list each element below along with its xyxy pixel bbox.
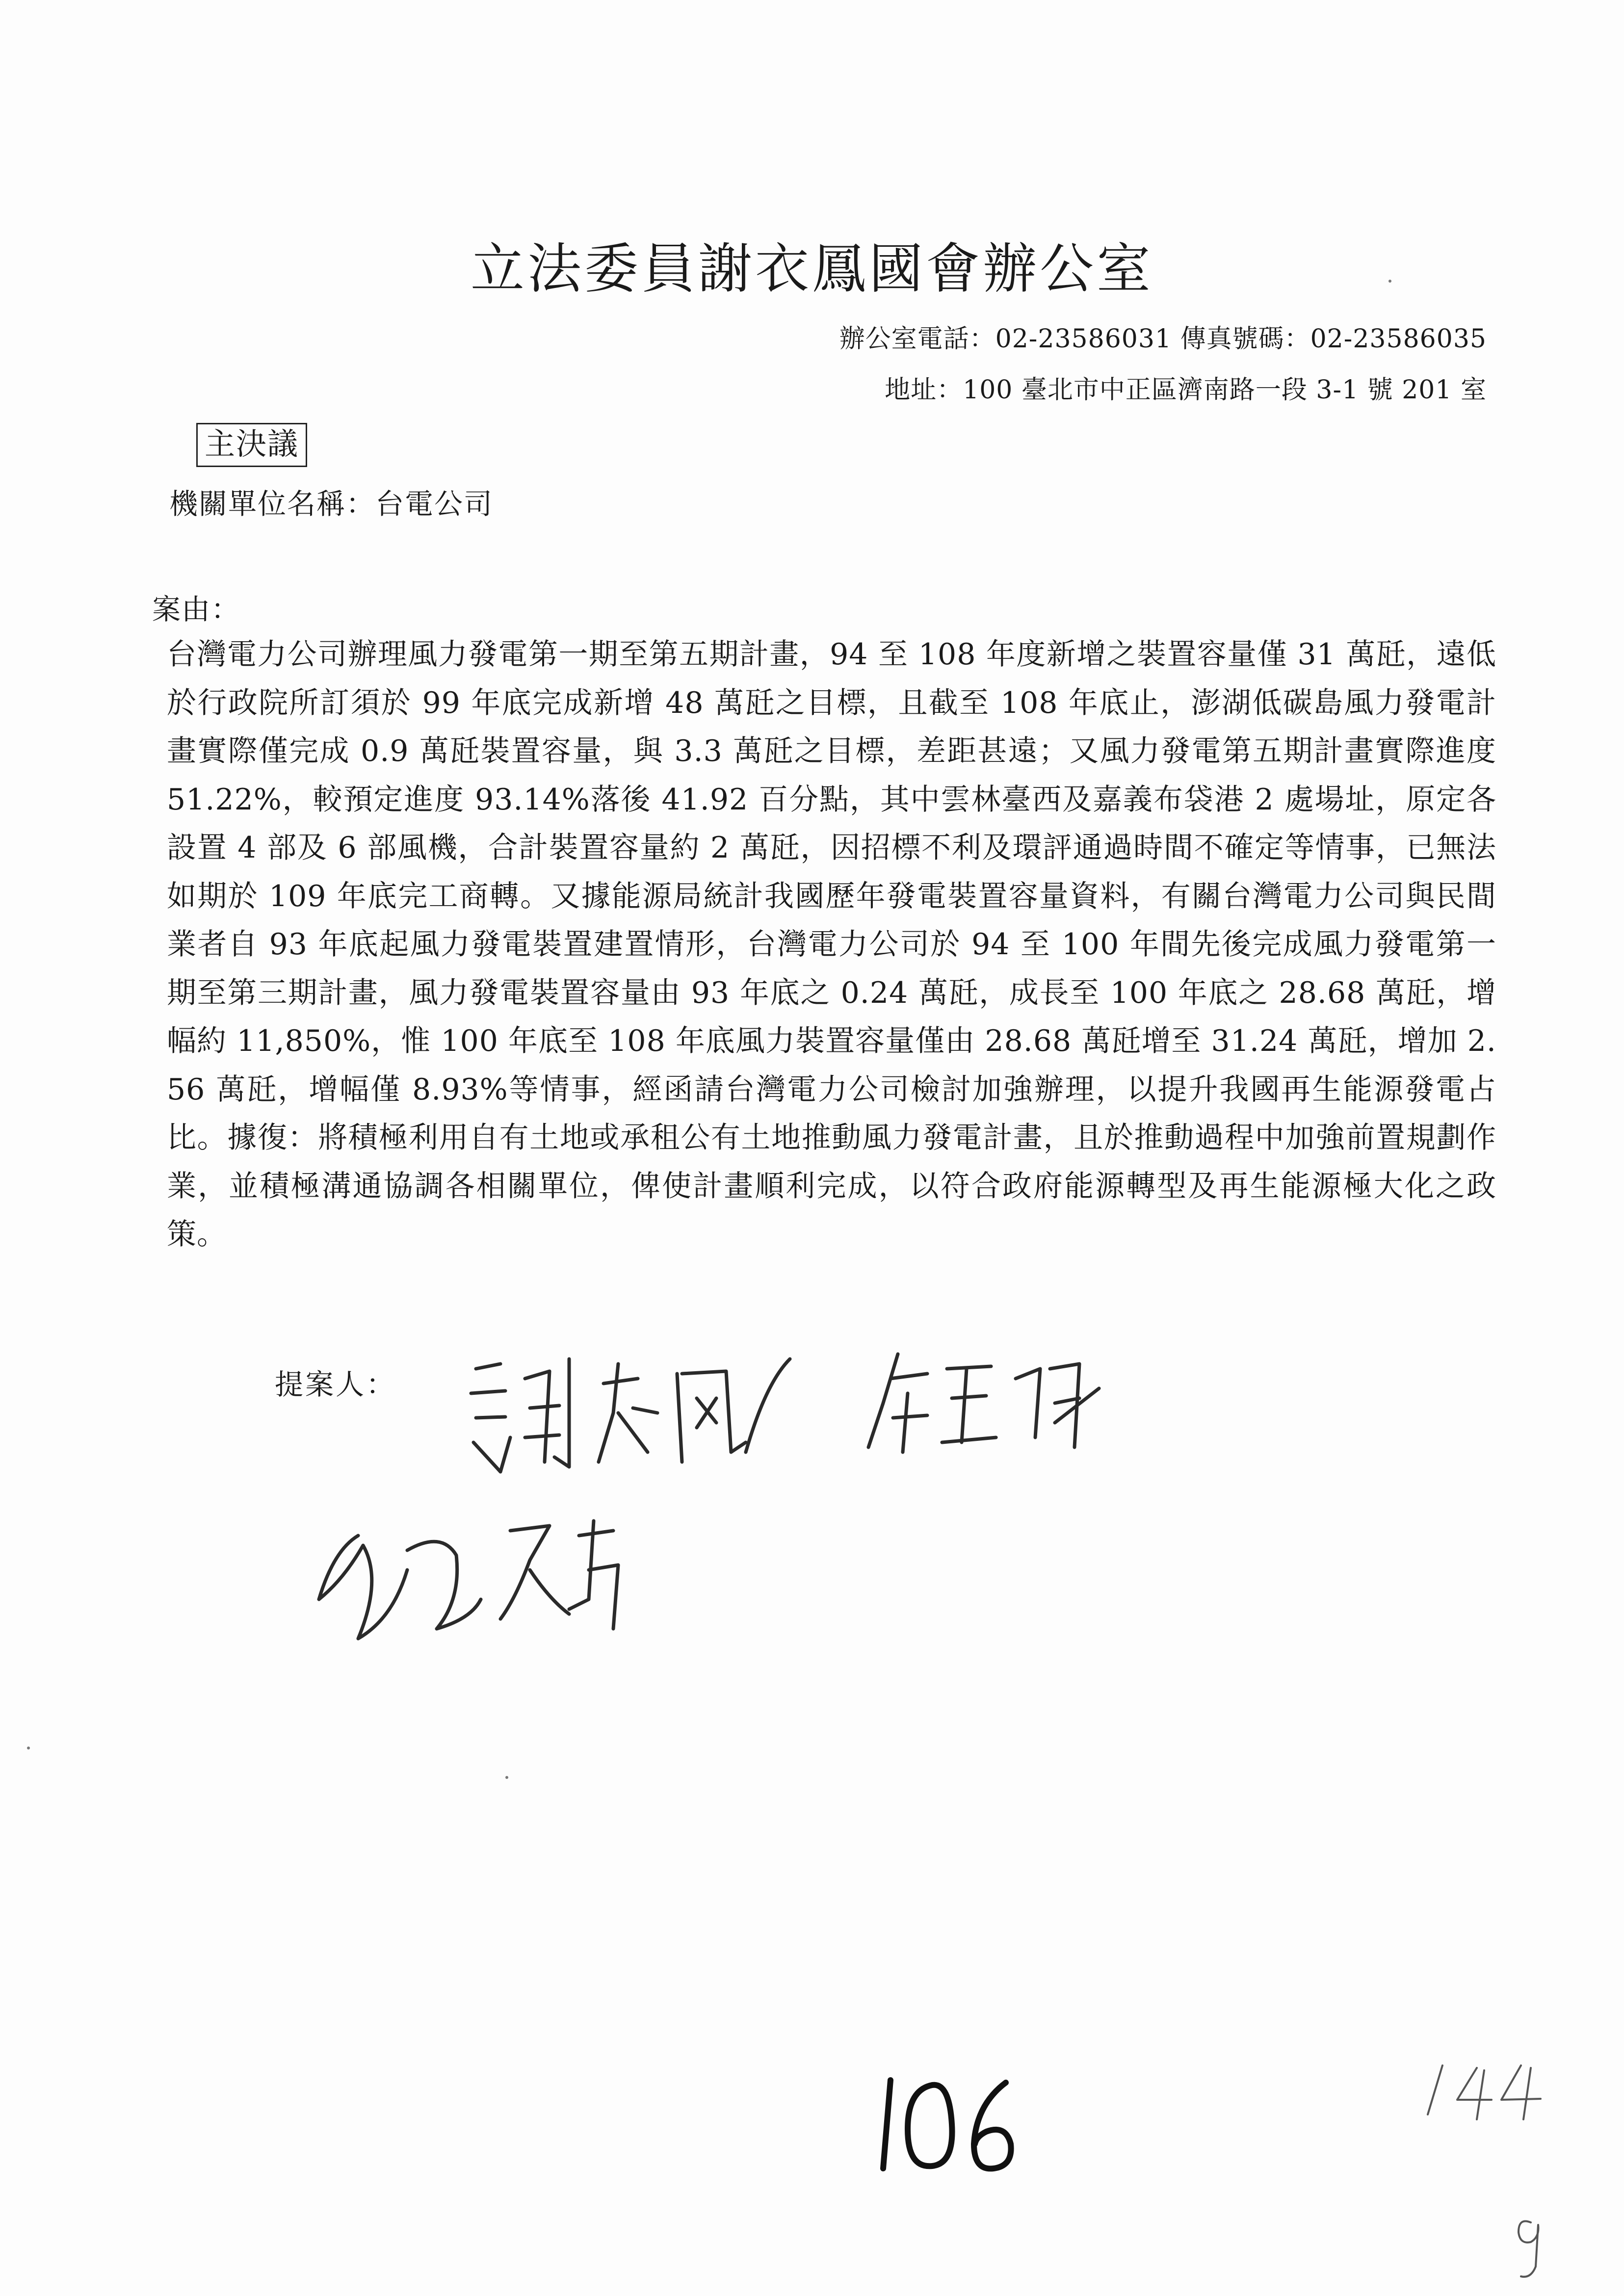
office-address: 地址：100 臺北市中正區濟南路一段 3-1 號 201 室 [885,375,1487,405]
scan-speck [27,1747,30,1749]
office-phone-fax: 辦公室電話：02-23586031 傳真號碼：02-23586035 [839,324,1487,354]
scan-speck [505,1776,508,1779]
handwritten-signatures [294,1325,1178,1668]
scan-speck [1388,280,1391,283]
reason-body: 台灣電力公司辦理風力發電第一期至第五期計畫，94 至 108 年度新增之裝置容量僅 31 萬瓩，遠低於行政院所訂須於 99 年底完成新增 48 萬瓩之目標，且截至 108 年底止，澎湖低碳島風力發電計畫實際僅完成 0.9 萬瓩裝置容量，與 3.3 萬瓩之目標，差距甚遠；又風力發電第五期計畫實際進度 51.22%，較預定進度 93.14%落後 41.92 百分點，其中雲林臺西及嘉義布袋港 2 處場址，原定各設置 4 部及 6 部風機，合計裝置容量約 2 萬瓩，因招標不利及環評通過時間不確定等情事，已無法如期於 109 年底完工商轉。又據能源局統計我國歷年發電裝置容量資料，有關台灣電力公司與民間業者自 93 年底起風力發電裝置建置情形，台灣電力公司於 94 至 100 年間先後完成風力發電第一期至第三期計畫，風力發電裝置容量由 93 年底之 0.24 萬瓩，成長至 100 年底之 28.68 萬瓩，增幅約 11,850%，惟 100 年底至 108 年底風力裝置容量僅由 28.68 萬瓩增至 31.24 萬瓩，增加 2.56 萬瓩，增幅僅 8.93%等情事，經函請台灣電力公司檢討加強辦理，以提升我國再生能源發電占比。據復：將積極利用自有土地或承租公有土地推動風力發電計畫，且於推動過程中加強前置規劃作業，並積極溝通協調各相關單位，俾使計畫順利完成，以符合政府能源轉型及再生能源極大化之政策。 [167,637,1497,1252]
page-number-handwritten [873,2070,1021,2178]
agency-name: 機關單位名稱：台電公司 [169,487,494,521]
resolution-type-label: 主決議 [196,423,307,467]
reason-label: 案由： [152,593,241,626]
corner-page-numbers [1413,2061,1560,2286]
office-title: 立法委員謝衣鳳國會辦公室 [471,237,1153,300]
proposer-label: 提案人： [275,1368,397,1401]
